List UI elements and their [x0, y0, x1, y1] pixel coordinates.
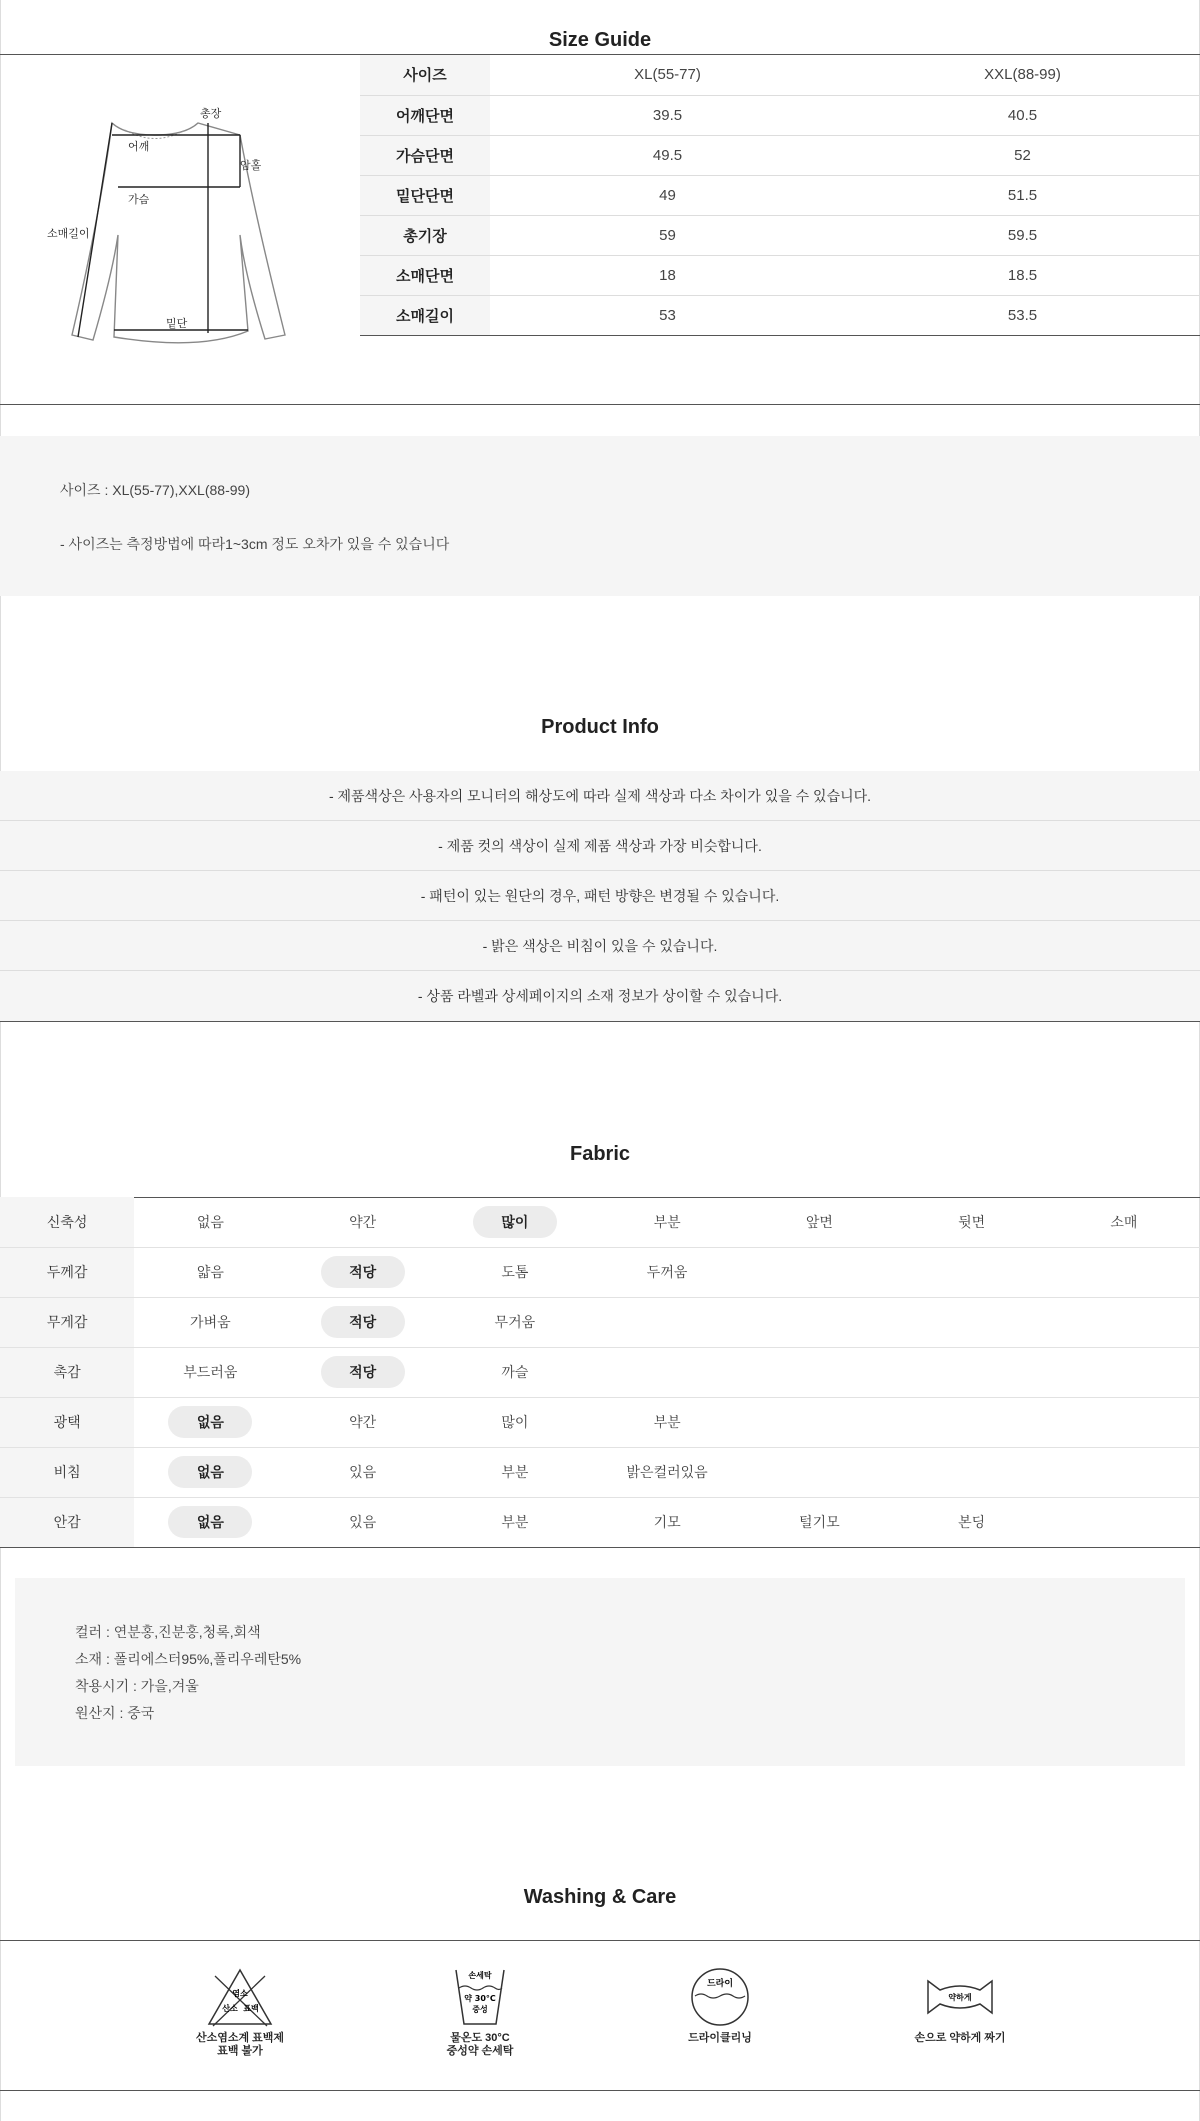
- size-table-row: [360, 255, 1200, 295]
- fabric-option-cell: [895, 1397, 1047, 1447]
- size-row-label: 어깨단면: [360, 95, 490, 135]
- fabric-row: [0, 1197, 1200, 1247]
- fabric-row-label: 비침: [0, 1447, 134, 1497]
- fabric-title: Fabric: [569, 1143, 631, 1165]
- size-header-xl: XL(55-77): [490, 55, 845, 95]
- wash-item-no-bleach: [170, 1966, 310, 2058]
- product-info-item: - 제품색상은 사용자의 모니터의 해상도에 따라 실제 색상과 다소 차이가 있을 수 있습니다.: [0, 771, 1200, 821]
- fabric-row-label: 촉감: [0, 1347, 134, 1397]
- fabric-row: [0, 1497, 1200, 1547]
- fabric-option-selected: 없음: [168, 1456, 252, 1488]
- fabric-option-selected: 없음: [168, 1406, 252, 1438]
- dry-clean-icon-text: 드라이: [706, 1979, 734, 1989]
- fabric-option-cell: [591, 1347, 743, 1397]
- fabric-option-cell: [1048, 1497, 1200, 1547]
- fabric-details-box: [15, 1578, 1185, 1766]
- fabric-option: 부분: [653, 1414, 681, 1430]
- fabric-row: [0, 1247, 1200, 1297]
- gentle-wring-icon: [924, 1966, 996, 2028]
- fabric-row: [0, 1397, 1200, 1447]
- product-info-item: - 패턴이 있는 원단의 경우, 패턴 방향은 변경될 수 있습니다.: [0, 871, 1200, 921]
- no-bleach-icon-text: 표백: [243, 2004, 259, 2013]
- fabric-option-selected: 많이: [473, 1206, 557, 1238]
- size-row-label: 소매길이: [360, 295, 490, 335]
- fabric-row-label: 광택: [0, 1397, 134, 1447]
- fabric-option: 기모: [653, 1514, 681, 1530]
- fabric-option-selected: 없음: [168, 1506, 252, 1538]
- size-cell: 39.5: [490, 95, 845, 135]
- fabric-option: 약간: [349, 1213, 377, 1230]
- wash-caption: 드라이클리닝: [688, 2032, 752, 2044]
- fabric-option-cell: [439, 1247, 591, 1297]
- fabric-row-label: 안감: [0, 1497, 134, 1547]
- size-table-row: [360, 215, 1200, 255]
- fabric-row-label: 신축성: [0, 1197, 134, 1247]
- fabric-row: [0, 1447, 1200, 1497]
- hand-wash-icon-text: 손세탁: [468, 1971, 492, 1980]
- fabric-option-cell: [743, 1247, 895, 1297]
- fabric-option-cell: [591, 1497, 743, 1547]
- fabric-option-cell: [895, 1197, 1047, 1247]
- fabric-row-label: 두께감: [0, 1247, 134, 1297]
- fabric-option-cell: [743, 1397, 895, 1447]
- size-table-row: [360, 95, 1200, 135]
- fabric-detail-season: 착용시기 : 가을,겨울: [75, 1678, 199, 1694]
- diagram-label-total: 총장: [200, 108, 222, 120]
- fabric-option-cell: [743, 1197, 895, 1247]
- wash-item-dry-clean: [650, 1966, 790, 2045]
- fabric-option-cell: [895, 1497, 1047, 1547]
- size-note: - 사이즈는 측정방법에 따라1~3cm 정도 오차가 있을 수 있습니다: [60, 536, 450, 552]
- wash-caption: 중성약 손세탁: [446, 2045, 514, 2057]
- size-header-label: 사이즈: [360, 55, 490, 95]
- fabric-option-cell: [1048, 1447, 1200, 1497]
- size-table-row: [360, 135, 1200, 175]
- fabric-detail-color: 컬러 : 연분홍,진분홍,청록,회색: [75, 1624, 261, 1640]
- size-cell: 52: [845, 135, 1200, 175]
- fabric-option: 밝은컬러있음: [626, 1464, 708, 1480]
- size-row-label: 소매단면: [360, 255, 490, 295]
- size-table: [360, 55, 1200, 336]
- fabric-option-cell: [439, 1197, 591, 1247]
- size-cell: 53.5: [845, 295, 1200, 335]
- fabric-option: 부분: [653, 1213, 681, 1230]
- fabric-option-selected: 적당: [321, 1356, 405, 1388]
- fabric-option-cell: [439, 1447, 591, 1497]
- fabric-option-cell: [439, 1497, 591, 1547]
- fabric-option: 본딩: [958, 1514, 986, 1530]
- washing-top-divider: [0, 1940, 1200, 1941]
- size-row-label: 가슴단면: [360, 135, 490, 175]
- fabric-option-cell: [439, 1347, 591, 1397]
- fabric-option: 없음: [196, 1213, 224, 1230]
- size-cell: 51.5: [845, 175, 1200, 215]
- fabric-option: 소매: [1110, 1213, 1138, 1230]
- product-info-item: - 상품 라벨과 상세페이지의 소재 정보가 상이할 수 있습니다.: [0, 971, 1200, 1021]
- size-row-label: 총기장: [360, 215, 490, 255]
- no-bleach-icon-text: 염소: [232, 1989, 248, 1998]
- washing-title: Washing & Care: [523, 1886, 677, 1908]
- fabric-table: [0, 1197, 1200, 1548]
- fabric-option: 도톰: [501, 1264, 529, 1280]
- size-cell: 49: [490, 175, 845, 215]
- fabric-row-label: 무게감: [0, 1297, 134, 1347]
- fabric-option-cell: [134, 1447, 286, 1497]
- product-info-title: Product Info: [541, 716, 659, 738]
- fabric-option-cell: [286, 1297, 438, 1347]
- fabric-option: 털기모: [799, 1514, 840, 1530]
- fabric-option-cell: [134, 1397, 286, 1447]
- fabric-option: 뒷면: [958, 1213, 986, 1230]
- fabric-option: 있음: [349, 1464, 377, 1480]
- fabric-option: 부드러움: [183, 1364, 238, 1380]
- fabric-option: 앞면: [805, 1213, 833, 1230]
- fabric-option-cell: [1048, 1247, 1200, 1297]
- fabric-option: 부분: [501, 1514, 529, 1530]
- size-table-row: [360, 295, 1200, 335]
- wash-item-gentle-wring: [890, 1966, 1030, 2045]
- fabric-option-cell: [895, 1247, 1047, 1297]
- product-info-item: - 밝은 색상은 비침이 있을 수 있습니다.: [0, 921, 1200, 971]
- diagram-label-armhole: 암홀: [240, 160, 262, 172]
- fabric-option-cell: [286, 1247, 438, 1297]
- size-cell: 49.5: [490, 135, 845, 175]
- size-row-label: 밑단단면: [360, 175, 490, 215]
- fabric-option-cell: [286, 1347, 438, 1397]
- fabric-option: 가벼움: [190, 1314, 231, 1330]
- fabric-option-cell: [134, 1247, 286, 1297]
- fabric-option-cell: [743, 1447, 895, 1497]
- diagram-label-hem: 밑단: [166, 318, 188, 330]
- size-guide-title: Size Guide: [548, 29, 652, 51]
- diagram-label-chest: 가슴: [128, 194, 150, 206]
- fabric-option-cell: [591, 1447, 743, 1497]
- gentle-wring-icon-text: 약하게: [948, 1993, 972, 2002]
- fabric-option-cell: [134, 1297, 286, 1347]
- size-cell: 53: [490, 295, 845, 335]
- fabric-option: 얇음: [196, 1264, 224, 1280]
- wash-caption: 물온도 30°C: [450, 2032, 510, 2044]
- fabric-option-cell: [439, 1297, 591, 1347]
- no-bleach-icon: [205, 1966, 275, 2028]
- fabric-option-cell: [591, 1247, 743, 1297]
- fabric-option-cell: [591, 1397, 743, 1447]
- fabric-option-cell: [743, 1297, 895, 1347]
- size-cell: 18.5: [845, 255, 1200, 295]
- washing-bottom-divider: [0, 2090, 1200, 2091]
- fabric-option-cell: [743, 1347, 895, 1397]
- dry-clean-icon: [689, 1966, 751, 2028]
- size-notes-box: [0, 436, 1200, 596]
- fabric-option: 많이: [501, 1414, 529, 1430]
- fabric-option-cell: [134, 1197, 286, 1247]
- fabric-detail-material: 소재 : 폴리에스터95%,폴리우레탄5%: [75, 1651, 302, 1667]
- wash-item-hand-wash: [410, 1966, 550, 2058]
- fabric-option-cell: [1048, 1197, 1200, 1247]
- fabric-option-cell: [591, 1297, 743, 1347]
- wash-caption: 산소염소계 표백제: [195, 2032, 285, 2044]
- fabric-option-cell: [895, 1347, 1047, 1397]
- size-cell: 18: [490, 255, 845, 295]
- fabric-option-cell: [286, 1497, 438, 1547]
- fabric-option: 무거움: [494, 1314, 536, 1330]
- size-diagram: [40, 95, 300, 360]
- size-cell: 40.5: [845, 95, 1200, 135]
- fabric-option: 약간: [349, 1414, 377, 1430]
- fabric-option-selected: 적당: [321, 1256, 405, 1288]
- wash-caption: 표백 불가: [217, 2045, 263, 2057]
- fabric-option-cell: [286, 1447, 438, 1497]
- fabric-option-cell: [134, 1497, 286, 1547]
- wash-caption: 손으로 약하게 짜기: [914, 2032, 1006, 2044]
- fabric-option-cell: [1048, 1297, 1200, 1347]
- no-bleach-icon-text: 산소: [222, 2004, 238, 2013]
- fabric-option-cell: [895, 1297, 1047, 1347]
- fabric-option-cell: [1048, 1347, 1200, 1397]
- fabric-row: [0, 1347, 1200, 1397]
- hand-wash-icon-text: 중성: [472, 2005, 488, 2014]
- fabric-option-cell: [743, 1497, 895, 1547]
- product-info-list: [0, 771, 1200, 1022]
- size-cell: 59: [490, 215, 845, 255]
- fabric-option: 부분: [501, 1464, 529, 1480]
- fabric-option-cell: [591, 1197, 743, 1247]
- fabric-option: 까슬: [501, 1364, 529, 1380]
- fabric-row: [0, 1297, 1200, 1347]
- fabric-option: 두꺼움: [646, 1264, 688, 1280]
- size-cell: 59.5: [845, 215, 1200, 255]
- size-note: 사이즈 : XL(55-77),XXL(88-99): [60, 482, 250, 498]
- size-table-row: [360, 175, 1200, 215]
- hand-wash-icon: [450, 1966, 510, 2028]
- fabric-option-cell: [134, 1347, 286, 1397]
- size-table-header-row: [360, 55, 1200, 95]
- fabric-option: 있음: [349, 1514, 377, 1530]
- diagram-label-shoulder: 어깨: [128, 141, 150, 153]
- diagram-label-sleeve: 소매길이: [47, 228, 90, 240]
- size-header-xxl: XXL(88-99): [845, 55, 1200, 95]
- fabric-option-cell: [895, 1447, 1047, 1497]
- fabric-option-selected: 적당: [321, 1306, 405, 1338]
- fabric-option-cell: [1048, 1397, 1200, 1447]
- fabric-option-cell: [286, 1397, 438, 1447]
- size-guide-bottom-divider: [0, 404, 1200, 405]
- hand-wash-icon-text: 약 30°C: [464, 1994, 496, 2003]
- fabric-detail-origin: 원산지 : 중국: [75, 1705, 155, 1721]
- product-info-item: - 제품 컷의 색상이 실제 제품 색상과 가장 비슷합니다.: [0, 821, 1200, 871]
- fabric-option-cell: [286, 1197, 438, 1247]
- fabric-option-cell: [439, 1397, 591, 1447]
